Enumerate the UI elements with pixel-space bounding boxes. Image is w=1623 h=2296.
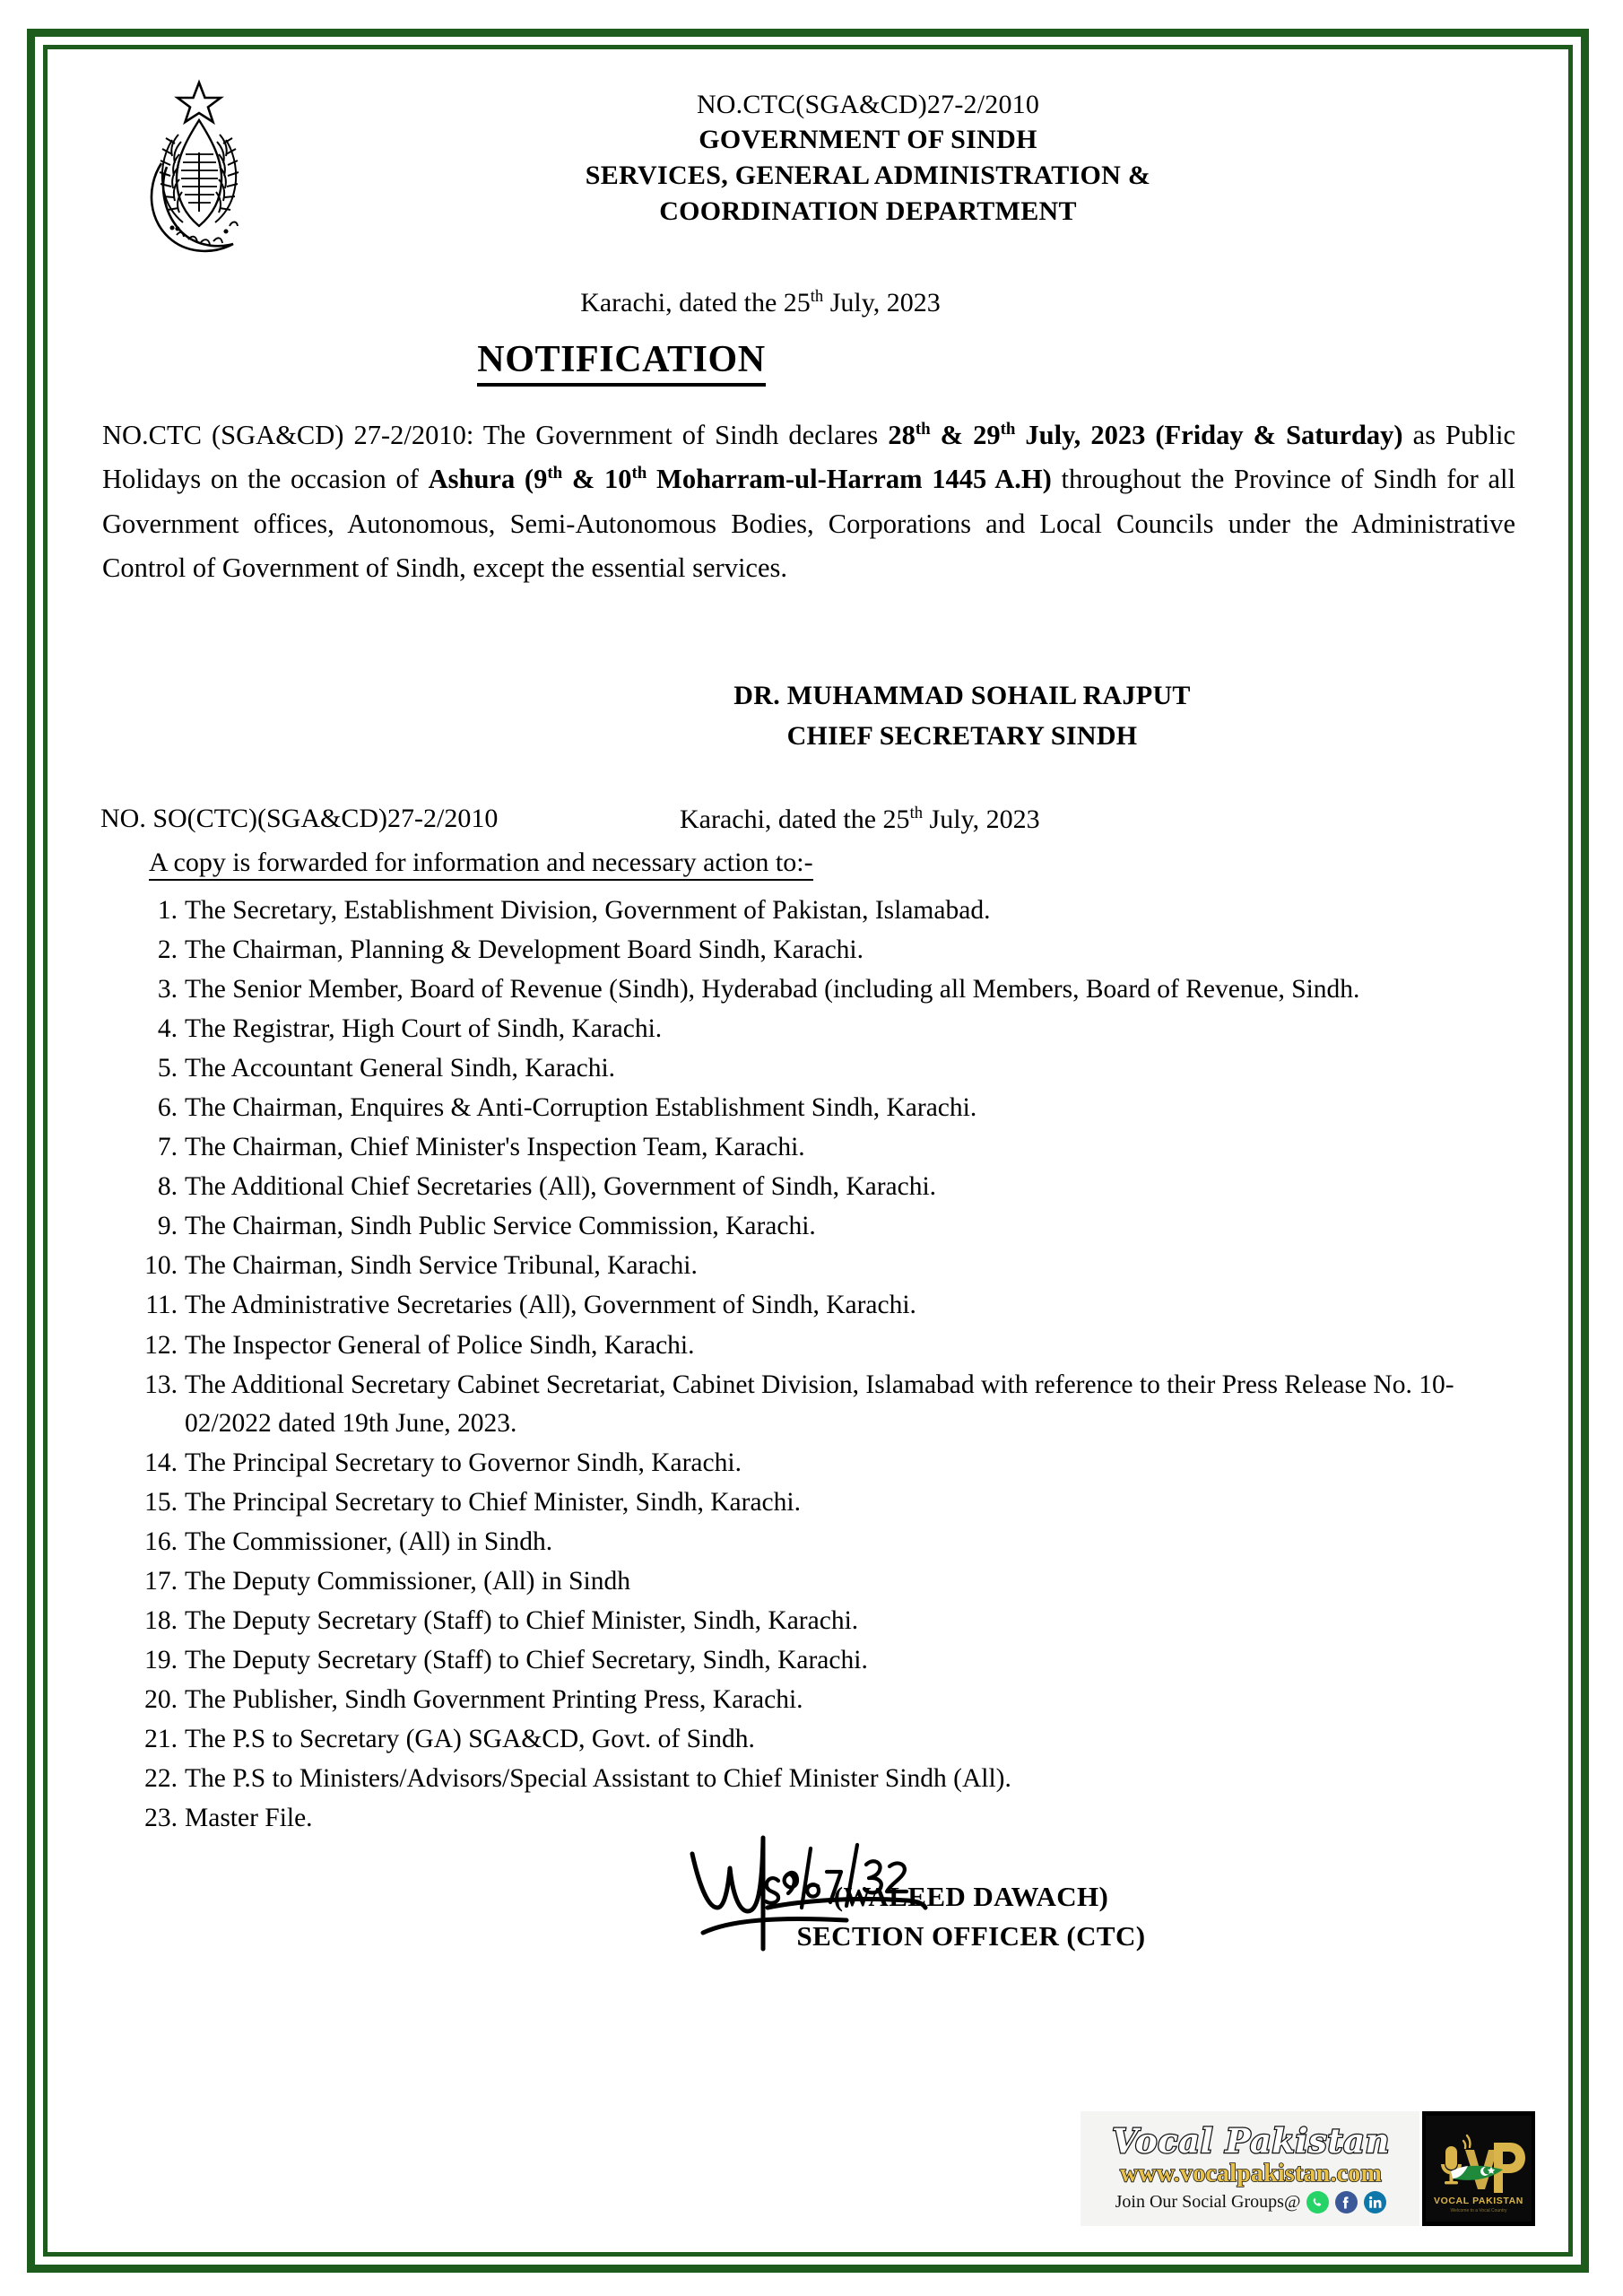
body-seg1: NO.CTC (SGA&CD) 27-2/2010: The Government of Sindh declares — [102, 420, 889, 450]
reference-date-ordinal: th — [909, 803, 924, 822]
body-dates-bold — [888, 420, 1402, 450]
recipient-item: The P.S to Secretary (GA) SGA&CD, Govt. of Sindh. — [185, 1725, 755, 1754]
recipient-item: The Secretary, Establishment Division, Government of Pakistan, Islamabad. — [185, 895, 991, 925]
linkedin-icon[interactable] — [1364, 2191, 1386, 2213]
recipient-item: The P.S to Ministers/Advisors/Special Assistant to Chief Minister Sindh (All). — [185, 1764, 1011, 1794]
recipient-item: The Chairman, Chief Minister's Inspection Team, Karachi. — [185, 1133, 805, 1162]
body-seg2: as Public Holidays on the occasion of — [102, 420, 1515, 495]
facebook-icon[interactable] — [1335, 2191, 1358, 2213]
signature-name: (WALEED DAWACH) — [833, 1881, 1109, 1913]
signer-block — [93, 675, 1535, 757]
notification-body — [93, 413, 1535, 591]
brand-url[interactable]: www.vocalpakistan.com — [1120, 2159, 1382, 2187]
whatsapp-icon[interactable] — [1306, 2191, 1329, 2213]
page-title: NOTIFICATION — [477, 338, 765, 387]
brand-panel — [1081, 2111, 1419, 2226]
reference-dateline — [656, 804, 1535, 835]
reference-date-prefix: Karachi, dated the 25 — [680, 804, 910, 834]
header-reference-no: NO.CTC(SGA&CD)27-2/2010 — [696, 90, 1040, 119]
recipient-item: The Chairman, Enquires & Anti-Corruption Establishment Sindh, Karachi. — [185, 1093, 977, 1123]
document-header — [93, 61, 1535, 257]
recipient-item: The Deputy Secretary (Staff) to Chief Secretary, Sindh, Karachi. — [185, 1646, 868, 1674]
recipient-item: The Chairman, Planning & Development Board Sindh, Karachi. — [185, 935, 864, 964]
recipient-item: The Additional Secretary Cabinet Secretariat, Cabinet Division, Islamabad with reference to their Press Release No. 10- 02/2022 dated 19th June, 2023. — [185, 1370, 1454, 1438]
dateline — [93, 287, 1535, 318]
body-b1-sup: th — [915, 419, 931, 439]
forwarded-heading: A copy is forwarded for information and necessary action to:- — [149, 848, 813, 881]
recipient-item: The Accountant General Sindh, Karachi. — [185, 1054, 616, 1083]
recipient-item: The Senior Member, Board of Revenue (Sindh), Hyderabad (including all Members, Board of Revenue, Sindh. — [185, 974, 1360, 1004]
body-b2-sup: th — [1000, 419, 1016, 439]
reference-number: NO. SO(CTC)(SGA&CD)27-2/2010 — [100, 803, 499, 833]
recipient-item: The Deputy Secretary (Staff) to Chief Minister, Sindh, Karachi. — [185, 1605, 859, 1635]
header-department-line1: SERVICES, GENERAL ADMINISTRATION & — [585, 160, 1151, 190]
dateline-ordinal: th — [810, 287, 824, 306]
body-b4-sup: th — [547, 464, 563, 483]
recipient-item: The Chairman, Sindh Service Tribunal, Karachi. — [185, 1251, 698, 1281]
body-seg3: throughout the Province of Sindh for all Government offices, Autonomous, Semi-Autonomous Bodies, Corporations and Local Councils under the Administrative Control of Government of Sindh, except the essential services. — [102, 464, 1515, 584]
dateline-prefix: Karachi, dated the 25 — [580, 288, 811, 317]
body-b5: & 10 — [562, 464, 632, 495]
reference-date-suffix: July, 2023 — [923, 804, 1040, 834]
recipient-item: The Commissioner, (All) in Sindh. — [185, 1526, 553, 1556]
body-b1: 28 — [888, 420, 916, 450]
social-row — [1115, 2191, 1387, 2213]
document-content — [93, 61, 1535, 2240]
signature-designation: SECTION OFFICER (CTC) — [796, 1920, 1146, 1952]
dateline-suffix: July, 2023 — [823, 288, 941, 317]
signer-name: DR. MUHAMMAD SOHAIL RAJPUT — [733, 680, 1191, 710]
recipient-item: The Inspector General of Police Sindh, Karachi. — [185, 1330, 695, 1360]
signer-designation: CHIEF SECRETARY SINDH — [786, 721, 1138, 752]
recipients-list — [93, 891, 1535, 1839]
social-label: Join Our Social Groups@ — [1115, 2192, 1301, 2213]
logo-text: VOCAL PAKISTAN — [1434, 2196, 1523, 2206]
header-department-line2: COORDINATION DEPARTMENT — [659, 196, 1077, 226]
recipient-item: The Publisher, Sindh Government Printing Press, Karachi. — [185, 1685, 803, 1715]
brand-title: Vocal Pakistan — [1112, 2120, 1390, 2161]
header-government: GOVERNMENT OF SINDH — [699, 125, 1037, 155]
body-b6: Moharram-ul-Harram 1445 A.H) — [647, 464, 1052, 495]
recipient-item: The Deputy Commissioner, (All) in Sindh — [185, 1566, 631, 1596]
recipient-item: The Administrative Secretaries (All), Government of Sindh, Karachi. — [185, 1291, 916, 1320]
body-b5-sup: th — [631, 464, 647, 483]
body-b2: & 29 — [930, 420, 1001, 450]
recipient-item: The Registrar, High Court of Sindh, Karachi. — [185, 1014, 663, 1043]
logo-tagline: Welcome to a Vocal Country — [1450, 2208, 1507, 2213]
body-b3: July, 2023 (Friday & Saturday) — [1015, 420, 1403, 450]
vocal-pakistan-logo — [1422, 2111, 1535, 2226]
body-b4: Ashura (9 — [428, 464, 548, 495]
recipient-item: The Principal Secretary to Chief Minister, Sindh, Karachi. — [185, 1487, 801, 1517]
reference-row — [93, 804, 1535, 835]
body-occasion-bold — [429, 464, 1052, 494]
signature-block — [93, 1877, 1535, 1956]
footer-branding — [1081, 2111, 1535, 2226]
recipient-item: The Chairman, Sindh Public Service Commission, Karachi. — [185, 1212, 816, 1241]
recipient-item: Master File. — [185, 1804, 313, 1833]
recipient-item: The Principal Secretary to Governor Sindh, Karachi. — [185, 1448, 742, 1477]
recipient-item: The Additional Chief Secretaries (All), Government of Sindh, Karachi. — [185, 1172, 937, 1202]
government-of-sindh-emblem — [93, 70, 282, 257]
